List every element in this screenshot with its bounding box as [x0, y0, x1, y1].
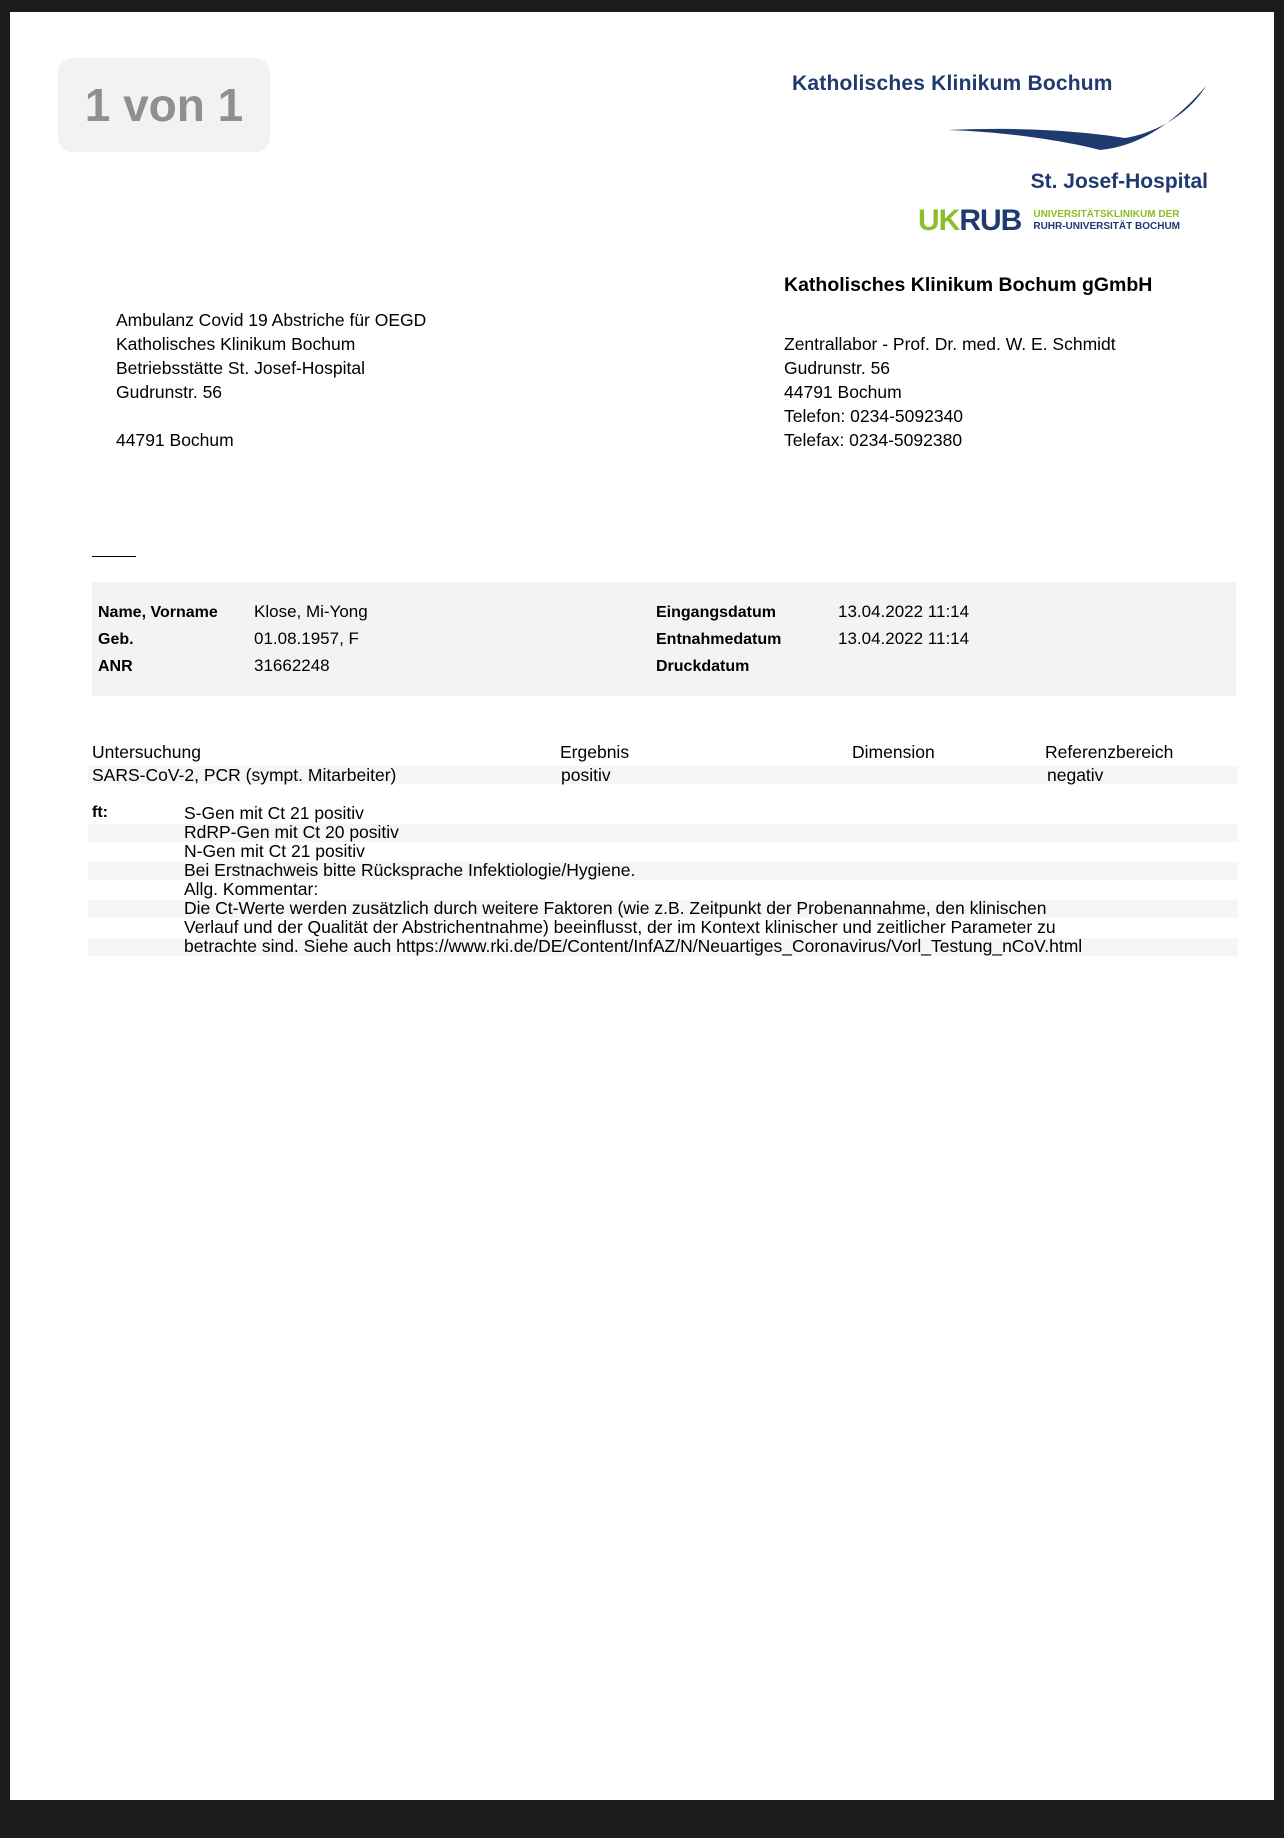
sender-line: Zentrallabor - Prof. Dr. med. W. E. Schmidt — [784, 334, 1116, 354]
result-test-name: SARS-CoV-2, PCR (sympt. Mitarbeiter) — [92, 765, 397, 785]
patient-info-box — [92, 582, 1236, 696]
sender-line: Telefax: 0234-5092380 — [784, 430, 963, 450]
sender-line: 44791 Bochum — [784, 382, 902, 402]
logo-rub-text: RUB — [959, 204, 1022, 237]
comment-line: RdRP-Gen mit Ct 20 positiv — [184, 822, 399, 842]
col-header-reference: Referenzbereich — [1045, 742, 1174, 762]
col-header-result: Ergebnis — [560, 742, 630, 762]
logo-main-text: Katholisches Klinikum Bochum — [792, 72, 1113, 95]
result-value: positiv — [561, 765, 611, 785]
comment-line: Verlauf und der Qualität der Abstrichentnahme) beeinflusst, der im Kontext klinischer und zeitlicher Parameter zu — [184, 917, 1056, 937]
recipient-line: Ambulanz Covid 19 Abstriche für OEGD — [116, 310, 427, 330]
patient-name-label: Name, Vorname — [98, 604, 218, 621]
comment-line: N-Gen mit Ct 21 positiv — [184, 841, 365, 861]
patient-anr-label: ANR — [98, 658, 133, 675]
ukrub-logo — [918, 204, 1180, 238]
patient-dob-label: Geb. — [98, 631, 134, 648]
sampled-date-label: Entnahmedatum — [656, 631, 782, 648]
recipient-line: 44791 Bochum — [116, 430, 234, 450]
footnote-label: ft: — [92, 804, 108, 821]
comment-line: Die Ct-Werte werden zusätzlich durch weitere Faktoren (wie z.B. Zeitpunkt der Probenannahme, den klinischen — [184, 898, 1047, 918]
recipient-line — [116, 404, 426, 428]
patient-anr-value: 31662248 — [254, 656, 330, 675]
received-date-label: Eingangsdatum — [656, 604, 777, 621]
logo-sub-line1: UNIVERSITÄTSKLINIKUM DER — [1033, 209, 1180, 220]
received-date-value: 13.04.2022 11:14 — [838, 602, 970, 621]
comment-line: betrachte sind. Siehe auch https://www.rki.de/DE/Content/InfAZ/N/Neuartiges_Coronavirus/Vorl_Testung_nCoV.html — [184, 936, 1083, 956]
sender-line: Gudrunstr. 56 — [784, 358, 891, 378]
separator-line — [92, 556, 136, 557]
logo-uk-text: UK — [918, 204, 960, 237]
col-header-test: Untersuchung — [92, 742, 201, 762]
logo-sub-line2: RUHR-UNIVERSITÄT BOCHUM — [1033, 221, 1181, 232]
sender-org-name: Katholisches Klinikum Bochum gGmbH — [784, 274, 1153, 296]
result-reference: negativ — [1047, 765, 1104, 785]
sender-address — [784, 332, 1116, 452]
page-indicator: 1 von 1 — [58, 58, 270, 152]
recipient-line: Betriebsstätte St. Josef-Hospital — [116, 358, 365, 378]
logo-subtitle — [1033, 209, 1180, 233]
comment-line: S-Gen mit Ct 21 positiv — [184, 803, 364, 823]
logo-hospital-text: St. Josef-Hospital — [1030, 170, 1208, 193]
comment-line: Allg. Kommentar: — [184, 879, 319, 899]
patient-name-value: Klose, Mi-Yong — [254, 602, 368, 621]
sender-line: Telefon: 0234-5092340 — [784, 406, 964, 426]
col-header-dimension: Dimension — [852, 742, 935, 762]
patient-dob-value: 01.08.1957, F — [254, 629, 359, 648]
logo-swoosh-icon — [930, 72, 1220, 162]
document-page — [10, 12, 1274, 1800]
print-date-label: Druckdatum — [656, 658, 750, 675]
recipient-line: Katholisches Klinikum Bochum — [116, 334, 356, 354]
comment-line: Bei Erstnachweis bitte Rücksprache Infektiologie/Hygiene. — [184, 860, 636, 880]
sampled-date-value: 13.04.2022 11:14 — [838, 629, 970, 648]
recipient-address — [116, 308, 426, 452]
recipient-line: Gudrunstr. 56 — [116, 382, 223, 402]
